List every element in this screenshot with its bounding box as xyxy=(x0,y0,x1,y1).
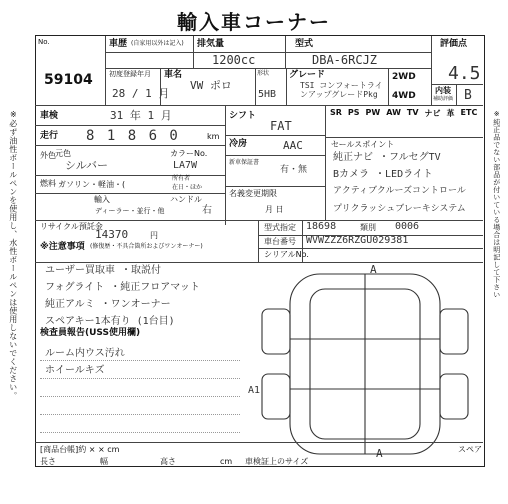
note-line-1: ユーザー買取車 ・取説付 xyxy=(45,265,162,276)
maker-label: 型式指定 xyxy=(264,223,296,232)
category-value: 0006 xyxy=(395,221,420,232)
recycle-unit: 円 xyxy=(150,231,158,240)
drive-2wd: 2WD xyxy=(392,72,416,82)
chassis-label: 車歴 xyxy=(109,39,128,49)
note-line-4: スペアキー1本有り (1台目) xyxy=(45,316,175,327)
equip-aw: AW xyxy=(386,108,401,117)
ac-label: 冷房 xyxy=(229,139,248,149)
drive-4wd: 4WD xyxy=(392,91,416,101)
selling-point-2: Bカメラ ・LEDライト xyxy=(333,169,433,180)
owner-label: 所有者 xyxy=(172,175,191,182)
doors-value: 5HB xyxy=(258,89,277,100)
shaken-label: 車検 xyxy=(40,111,59,121)
equip-tv: TV xyxy=(406,108,419,117)
interior-value: B xyxy=(464,88,472,103)
uss-label: 検査員報告(USS使用欄) xyxy=(40,328,141,338)
notes-label: ※注意事項 xyxy=(40,242,85,252)
equip-leather: 革 xyxy=(446,109,455,118)
color-value: シルバー xyxy=(65,159,108,172)
interior-sub: 補助評価 xyxy=(433,96,454,102)
grade-value: TSI コンフォートラインアップグレードPkg xyxy=(300,81,383,99)
fuel-value: ガソリン・軽油・( xyxy=(58,180,126,189)
notes-sublabel: (修復歴・不具合箇所およびワンオーナー) xyxy=(90,243,203,250)
maker-value: 18698 xyxy=(306,221,337,232)
orig-color-label: 元色 xyxy=(55,149,71,158)
diagram-mark-3: A1 xyxy=(248,385,261,396)
displacement-label: 排気量 xyxy=(197,39,225,49)
serial-label: シリアルNo. xyxy=(264,250,309,259)
footer-spare: スペア xyxy=(458,445,482,454)
selling-point-4: プリクラッシュブレーキシステム xyxy=(333,204,466,214)
equip-pw: PW xyxy=(365,108,381,117)
shift-label: シフト xyxy=(229,111,257,121)
ac-value: AAC xyxy=(283,139,303,152)
footer-row1: [商品台帳]約 × × cm xyxy=(40,445,120,454)
color-code-label: カラーNo. xyxy=(170,149,208,158)
diagram-mark-1: A xyxy=(370,263,377,276)
footer-height: 高さ xyxy=(160,457,176,466)
owner-value: 在日・ほか xyxy=(172,184,203,191)
equip-sr: SR xyxy=(330,108,342,117)
equipment-grid xyxy=(330,108,480,119)
mileage-label: 走行 xyxy=(40,131,59,141)
nameplate-label: 名義変更期限 xyxy=(229,189,277,198)
color-code-value: LA7W xyxy=(173,160,198,171)
steering-label: ハンドル xyxy=(170,195,202,204)
equip-etc: ETC xyxy=(460,108,478,117)
model-label: 型式 xyxy=(295,39,314,49)
footer-reg-size: 車検証上のサイズ xyxy=(245,457,309,466)
color-label: 外色 xyxy=(40,151,56,160)
plate-value: WVWZZZ6RZGU029381 xyxy=(306,235,409,246)
footer-length: 長さ xyxy=(40,457,56,466)
grade-label: グレード xyxy=(289,70,326,80)
note-line-2: フォグライト ・純正フロアマット xyxy=(45,282,200,293)
uss-line-1: ルーム内ウス汚れ xyxy=(45,348,125,359)
selling-point-3: アクティブクルーズコントロール xyxy=(333,186,466,196)
warranty-value: 有・無 xyxy=(280,165,308,175)
chassis-note: (自家用以外は記入) xyxy=(131,40,184,47)
equip-ps: PS xyxy=(347,108,360,117)
score-value: 4.5 xyxy=(448,63,481,84)
right-side-instruction: ※純正品でない部品が付いている場合は明記して下さい xyxy=(492,110,501,299)
first-reg-value: 28 / 1 月 xyxy=(112,87,170,100)
interior-label: 内装 xyxy=(435,86,451,95)
mileage-value: 8 1 8 6 0 xyxy=(86,128,180,144)
page-title: 輸入車コーナー xyxy=(177,10,331,34)
selling-point-1: 純正ナビ ・フルセグTV xyxy=(333,152,441,163)
mileage-unit: km xyxy=(207,132,220,141)
fuel-label: 燃料 xyxy=(40,179,56,188)
selling-points-label: セールスポイント xyxy=(331,140,395,149)
lot-label: No. xyxy=(38,38,50,46)
side-instruction: ※必ず油性ボールペンを使用し、水性ボールペンは使用しないでください。 xyxy=(8,110,18,400)
name-value: VW ポロ xyxy=(190,79,232,92)
displacement-value: 1200cc xyxy=(212,53,256,67)
steering-value: 右 xyxy=(202,205,212,216)
warranty-label: 新車保証書 xyxy=(229,159,260,166)
diagram-mark-2: A xyxy=(376,447,383,460)
footer-width: 幅 xyxy=(100,457,108,466)
score-label: 評価点 xyxy=(440,39,468,49)
plate-label: 車台番号 xyxy=(264,237,296,246)
lot-number: 59104 xyxy=(44,72,93,88)
equip-navi: ナビ xyxy=(424,109,441,118)
category-label: 類別 xyxy=(360,223,376,232)
first-reg-label: 初度登録年月 xyxy=(109,70,151,78)
import-label: 輸入 xyxy=(94,195,110,204)
nameplate-value: 月 日 xyxy=(265,205,284,214)
recycle-label: リサイクル預託金 xyxy=(40,222,103,231)
footer-cm: cm xyxy=(220,457,233,466)
uss-line-2: ホイールキズ xyxy=(45,365,105,376)
name-label: 車名 xyxy=(164,70,183,80)
shift-value: FAT xyxy=(270,119,292,133)
doors-label: 形状 xyxy=(257,70,270,77)
note-line-3: 純正アルミ ・ワンオーナー xyxy=(45,299,171,310)
shaken-value: 31 年 1 月 xyxy=(110,109,172,122)
model-value: DBA-6RCJZ xyxy=(312,53,378,67)
import-options: ディーラー・並行・他 xyxy=(95,207,165,215)
recycle-value: 14370 xyxy=(95,228,129,241)
car-diagram xyxy=(250,264,480,464)
